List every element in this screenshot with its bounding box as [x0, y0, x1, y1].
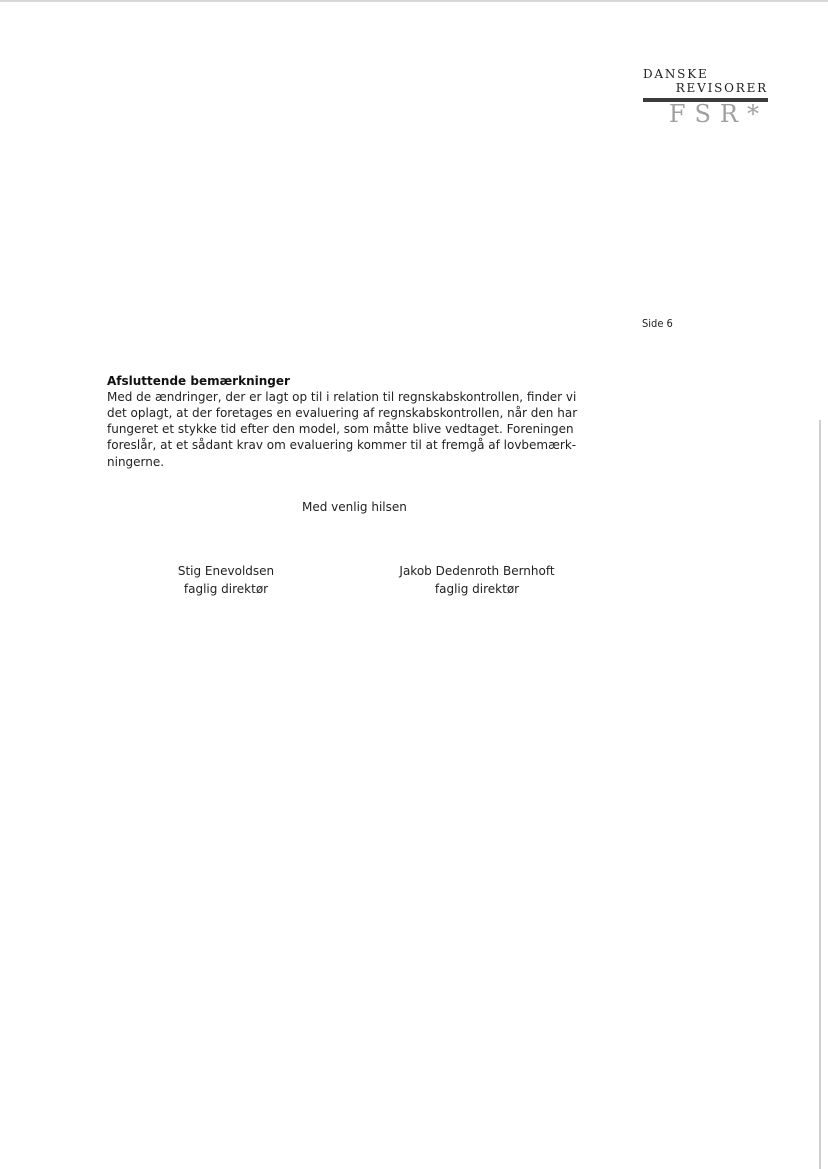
logo-text-revisorer: REVISORER	[675, 81, 768, 95]
body-line-3: fungeret et stykke tid efter den model, som måtte blive vedtaget. Foreningen	[107, 422, 574, 436]
signatory-1	[160, 562, 292, 598]
body-line-1: Med de ændringer, der er lagt op til i relation til regnskabskontrollen, finder vi	[107, 390, 577, 404]
scan-edge-line	[819, 420, 821, 1169]
logo-mark-fsr: FSR*	[668, 100, 768, 128]
body-line-2: det oplagt, at der foretages en evaluering af regnskabskontrollen, når den har	[107, 406, 578, 420]
body-line-5: ningerne.	[107, 455, 165, 469]
signatory-title: faglig direktør	[183, 582, 269, 596]
page-number: Side 6	[642, 317, 673, 330]
top-border	[0, 0, 828, 2]
signatory-title: faglig direktør	[434, 582, 520, 596]
signatory-name: Jakob Dedenroth Bernhoft	[399, 564, 555, 578]
signatory-name: Stig Enevoldsen	[177, 564, 275, 578]
body-line-4: foreslår, at et sådant krav om evaluering kommer til at fremgå af lovbemærk-	[107, 438, 577, 452]
signatory-2	[392, 562, 562, 598]
logo-text-danske: DANSKE	[643, 67, 709, 81]
closing-greeting: Med venlig hilsen	[302, 500, 407, 514]
section-heading: Afsluttende bemærkninger	[107, 374, 290, 388]
fsr-logo	[640, 66, 770, 130]
